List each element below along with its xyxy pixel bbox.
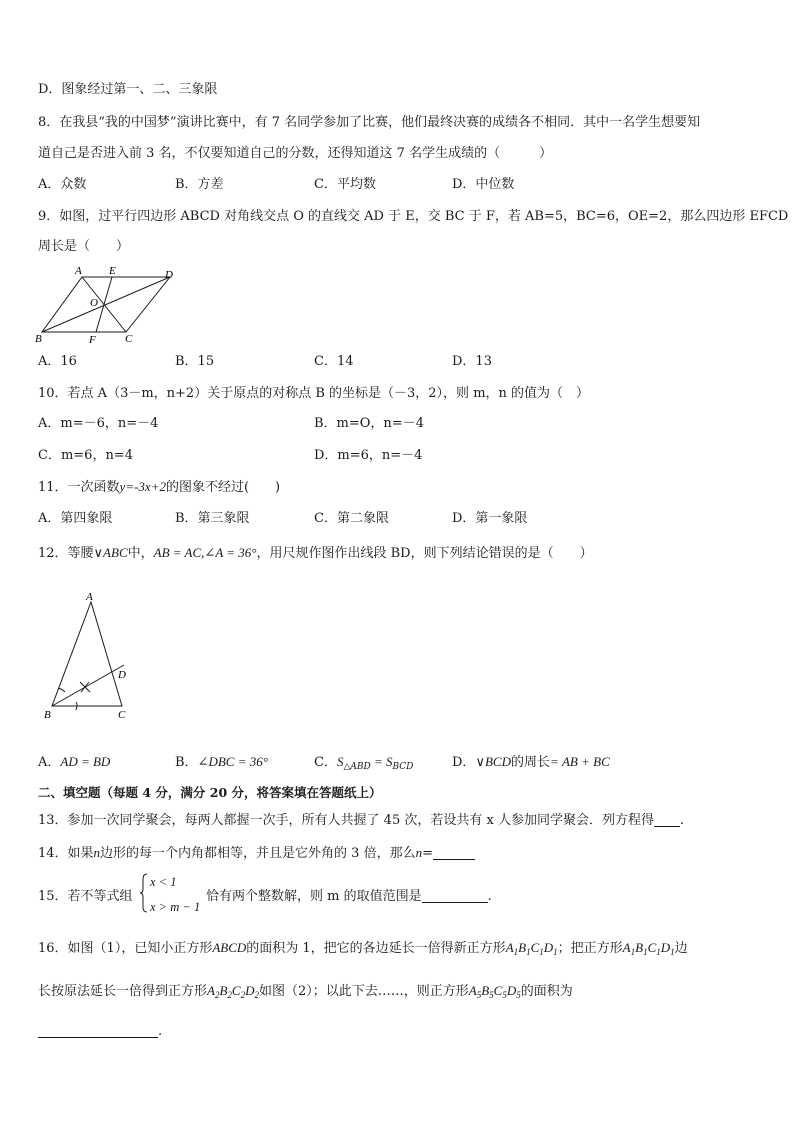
q12-option-a-letter: A． <box>38 755 61 770</box>
q12-option-b-letter: B． <box>175 755 198 770</box>
q16-square1-again: $A_1B_1C_1D_1$ <box>622 940 675 957</box>
q14-n1: n <box>93 845 101 860</box>
q14-stem <box>38 843 475 864</box>
q9-option-a: A．16 <box>38 354 77 369</box>
q9-label-d: D <box>165 269 173 281</box>
q11-formula: y=-3x+2 <box>119 479 166 494</box>
q11-option-c: C．第二象限 <box>314 511 389 526</box>
q10-option-c: C．m=6，n=4 <box>38 448 133 463</box>
q12-option-a <box>38 752 110 773</box>
q9-option-d: D．13 <box>452 354 492 369</box>
q12-option-d-math1: ∨BCD <box>475 754 511 769</box>
q12-stem-post: ，用尺规作图作出线段 BD，则下列结论错误的是（ ） <box>256 546 593 561</box>
q12-option-b <box>175 752 268 773</box>
q16-line3 <box>38 1022 162 1042</box>
q12-stem <box>38 543 593 564</box>
q16-line1 <box>38 938 688 962</box>
q12-triangle: ∨ABC <box>93 545 128 560</box>
q14-eq: = <box>422 846 433 861</box>
q13-stem <box>38 811 684 831</box>
q12-label-d: D <box>118 669 126 681</box>
q7-option-d: D．图象经过第一、二、三象限 <box>38 82 218 97</box>
q9-label-o: O <box>90 297 98 309</box>
q11-option-d: D．第一象限 <box>452 511 528 526</box>
q8-option-a: A．众数 <box>38 177 87 192</box>
q16-line2-pre: 长按原法延长一倍得到正方形 <box>38 984 208 999</box>
q11-stem <box>38 477 280 498</box>
q13-end: . <box>679 813 685 828</box>
q15-stem-post <box>206 887 492 907</box>
q13-text: 13．参加一次同学聚会，每两人都握一次手，所有人共握了 45 次，若设共有 x 人参加同学聚会．列方程得 <box>38 813 654 828</box>
q16-line2-mid: 如图（2）；以此下去……，则正方形 <box>258 984 469 999</box>
q16-line2-end: 的面积为 <box>520 984 573 999</box>
q12-option-c-sub2: BCD <box>392 762 414 772</box>
q9-stem-line1: 9．如图，过平行四边形 ABCD 对角线交点 O 的直线交 AD 于 E，交 BC 于 F，若 AB=5，BC=6，OE=2，那么四边形 EFCD <box>38 209 789 224</box>
q12-option-b-math: ∠DBC = 36° <box>197 754 268 769</box>
q16-answer-blank[interactable] <box>38 1023 158 1038</box>
q12-stem-mid: 中， <box>127 546 154 561</box>
q8-option-d: D．中位数 <box>452 177 515 192</box>
q12-label-a: A <box>86 591 93 603</box>
q9-option-b: B．15 <box>175 354 215 369</box>
q12-option-c-eq: = S <box>370 754 393 769</box>
q14-pre: 14．如果 <box>38 846 94 861</box>
q15-answer-blank[interactable] <box>422 888 488 903</box>
q10-stem: 10．若点 A（3－m，n+2）关于原点的对称点 B 的坐标是（－3，2），则 m，n 的值为（ ） <box>38 386 590 401</box>
q16-line1-pre: 16．如图（1），已知小正方形 <box>38 941 213 956</box>
q16-line2 <box>38 981 573 1005</box>
q12-option-d-text: 的周长 <box>510 755 550 770</box>
q12-triangle-figure <box>40 588 140 722</box>
q16-line1-mid2: ；把正方形 <box>557 941 623 956</box>
q12-option-c-s1: S <box>336 754 344 769</box>
q10-option-a: A．m=－6，n=－4 <box>38 416 159 431</box>
q12-option-c <box>314 752 413 777</box>
q10-option-b: B．m=O，n=－4 <box>314 416 424 431</box>
q16-square5: $A_5B_5C_5D_5$ <box>468 983 521 1000</box>
q16-line3-end: . <box>158 1024 163 1039</box>
section-fill-in-title: 二、填空题（每题 4 分，满分 20 分，将答案填在答题纸上） <box>38 785 382 800</box>
q16-abcd: ABCD <box>212 940 247 955</box>
q15-post: 恰有两个整数解，则 m 的取值范围是 <box>206 889 422 904</box>
q9-label-a: A <box>75 265 82 277</box>
q15-end: . <box>487 889 492 904</box>
q9-stem-line2: 周长是（ ） <box>38 239 130 254</box>
q9-label-c: C <box>125 333 133 345</box>
q9-label-b: B <box>35 333 42 345</box>
q10-option-d: D．m=6，n=－4 <box>314 448 423 463</box>
q9-label-e: E <box>109 265 116 277</box>
q12-option-d-math2: = AB + BC <box>549 754 610 769</box>
q16-square1: $A_1B_1C_1D_1$ <box>505 940 558 957</box>
q12-option-c-sub1: △ABD <box>343 762 371 772</box>
q14-answer-blank[interactable] <box>433 845 475 860</box>
q14-n2: n <box>415 845 423 860</box>
q8-option-b: B．方差 <box>175 177 224 192</box>
q9-option-c: C．14 <box>314 354 354 369</box>
q8-stem-line1: 8．在我县“我的中国梦”演讲比赛中，有 7 名同学参加了比赛，他们最终决赛的成绩各不相同．其中一名学生想要知 <box>38 115 701 130</box>
q12-option-d <box>452 752 610 773</box>
q9-label-f: F <box>89 334 96 346</box>
q12-stem-pre: 12．等腰 <box>38 546 94 561</box>
q15-inequality-2: x > m − 1 <box>150 900 201 914</box>
q12-label-c: C <box>118 709 126 721</box>
q11-stem-pre: 11．一次函数 <box>38 480 120 495</box>
q11-option-a: A．第四象限 <box>38 511 113 526</box>
q14-mid: 边形的每一个内角都相等，并且是它外角的 3 倍，那么 <box>100 846 416 861</box>
q9-parallelogram-figure <box>34 262 184 346</box>
q12-option-a-math: AD = BD <box>60 754 111 769</box>
q15-stem-pre: 15．若不等式组 <box>38 889 133 904</box>
q15-brace-icon <box>140 873 148 913</box>
q11-stem-post: 的图象不经过( ) <box>165 480 281 495</box>
q8-stem-line2: 道自己是否进入前 3 名，不仅要知道自己的分数，还得知道这 7 名学生成绩的（ ） <box>38 146 553 161</box>
q12-label-b: B <box>44 709 51 721</box>
q16-line1-end: 边 <box>674 941 688 956</box>
q11-option-b: B．第三象限 <box>175 511 250 526</box>
q15-inequality-1: x < 1 <box>150 875 177 889</box>
q12-option-c-letter: C． <box>314 755 337 770</box>
q13-answer-blank[interactable] <box>654 812 680 827</box>
q16-line1-mid: 的面积为 1，把它的各边延长一倍得新正方形 <box>246 941 506 956</box>
q16-square2: $A_2B_2C_2D_2$ <box>207 983 259 1000</box>
q12-option-d-letter: D． <box>452 755 476 770</box>
q12-condition: AB = AC,∠A = 36° <box>153 545 257 560</box>
q8-option-c: C．平均数 <box>314 177 376 192</box>
